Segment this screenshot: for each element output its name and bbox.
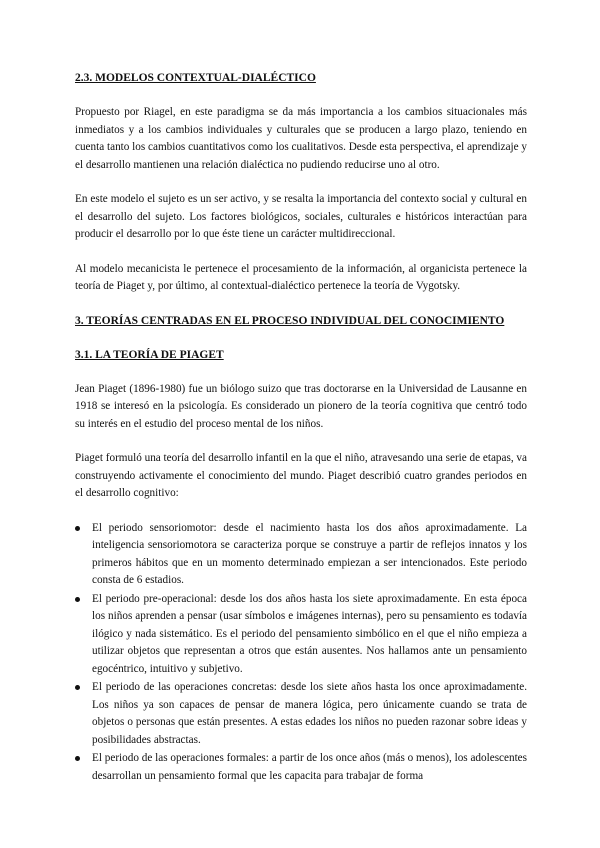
list-item — [75, 591, 527, 679]
heading-3: 3. TEORÍAS CENTRADAS EN EL PROCESO INDIVIDUAL DEL CONOCIMIENTO — [75, 314, 505, 327]
bullet-icon — [75, 756, 80, 761]
list-item-text: El periodo de las operaciones concretas: desde los siete años hasta los once aproximadamente. Los niños ya son capaces de pensar de manera lógica, pero únicamente cuando se trata de objetos o personas que están presentes. A estas edades los niños no pueden razonar sobre ideas y posibilidades abstractas. — [92, 681, 527, 746]
list-item — [75, 750, 527, 785]
list-item-text: El periodo de las operaciones formales: a partir de los once años (más o menos), los adolescentes desarrollan un pensamiento formal que les capacita para trabajar de forma — [92, 752, 527, 782]
bullet-icon — [75, 685, 80, 690]
list-item — [75, 679, 527, 749]
paragraph: En este modelo el sujeto es un ser activo, y se resalta la importancia del contexto social y cultural en el desarrollo del sujeto. Los factores biológicos, sociales, culturales e históricos interactúan para producir el desarrollo por lo que éste tiene un carácter multidireccional. — [75, 193, 527, 240]
list-item-text: El periodo sensoriomotor: desde el nacimiento hasta los dos años aproximadamente. La inteligencia sensoriomotora se caracteriza porque se construye a partir de reflejos innatos y los primeros hábitos que en un momento determinado empiezan a ser intencionados. Este periodo consta de 6 estadios. — [92, 521, 527, 586]
list-item-text: El periodo pre-operacional: desde los dos años hasta los siete aproximadamente. En esta época los niños aprenden a pensar (usar símbolos e imágenes internas), pero su pensamiento es todavía ilógico y nada sistemático. Es el periodo del pensamiento simbólico en el que el niño empieza a utilizar objetos que representan a otros que están ausentes. Nos hallamos ante un pensamiento egocéntrico, intuitivo y subjetivo. — [92, 592, 527, 675]
periods-list — [75, 520, 527, 786]
bullet-icon — [75, 597, 80, 602]
document-page — [75, 70, 527, 786]
paragraph: Propuesto por Riagel, en este paradigma se da más importancia a los cambios situacionales más inmediatos y a los cambios individuales y culturales que se producen a largo plazo, teniendo en cuenta tanto los cambios cuantitativos como los cualitativos. Desde esta perspectiva, el aprendizaje y el desarrollo mantienen una relación dialéctica no pudiendo reducirse uno al otro. — [75, 106, 528, 171]
paragraph: Al modelo mecanicista le pertenece el procesamiento de la información, al organicista pertenece la teoría de Piaget y, por último, al contextual-dialéctico pertenece la teoría de Vygotsky. — [75, 262, 527, 292]
paragraph: Piaget formuló una teoría del desarrollo infantil en la que el niño, atravesando una serie de etapas, va construyendo activamente el conocimiento del mundo. Piaget describió cuatro grandes periodos en el desarrollo cognitivo: — [75, 452, 527, 499]
paragraph: Jean Piaget (1896-1980) fue un biólogo suizo que tras doctorarse en la Universidad de Lausanne en 1918 se interesó en la psicología. Es considerado un pionero de la teoría cognitiva que centró todo su interés en el estudio del proceso mental de los niños. — [75, 382, 527, 430]
list-item — [75, 520, 527, 590]
heading-2-3: 2.3. MODELOS CONTEXTUAL-DIALÉCTICO — [75, 72, 316, 84]
heading-3-1: 3.1. LA TEORÍA DE PIAGET — [75, 348, 224, 361]
bullet-icon — [75, 526, 80, 531]
